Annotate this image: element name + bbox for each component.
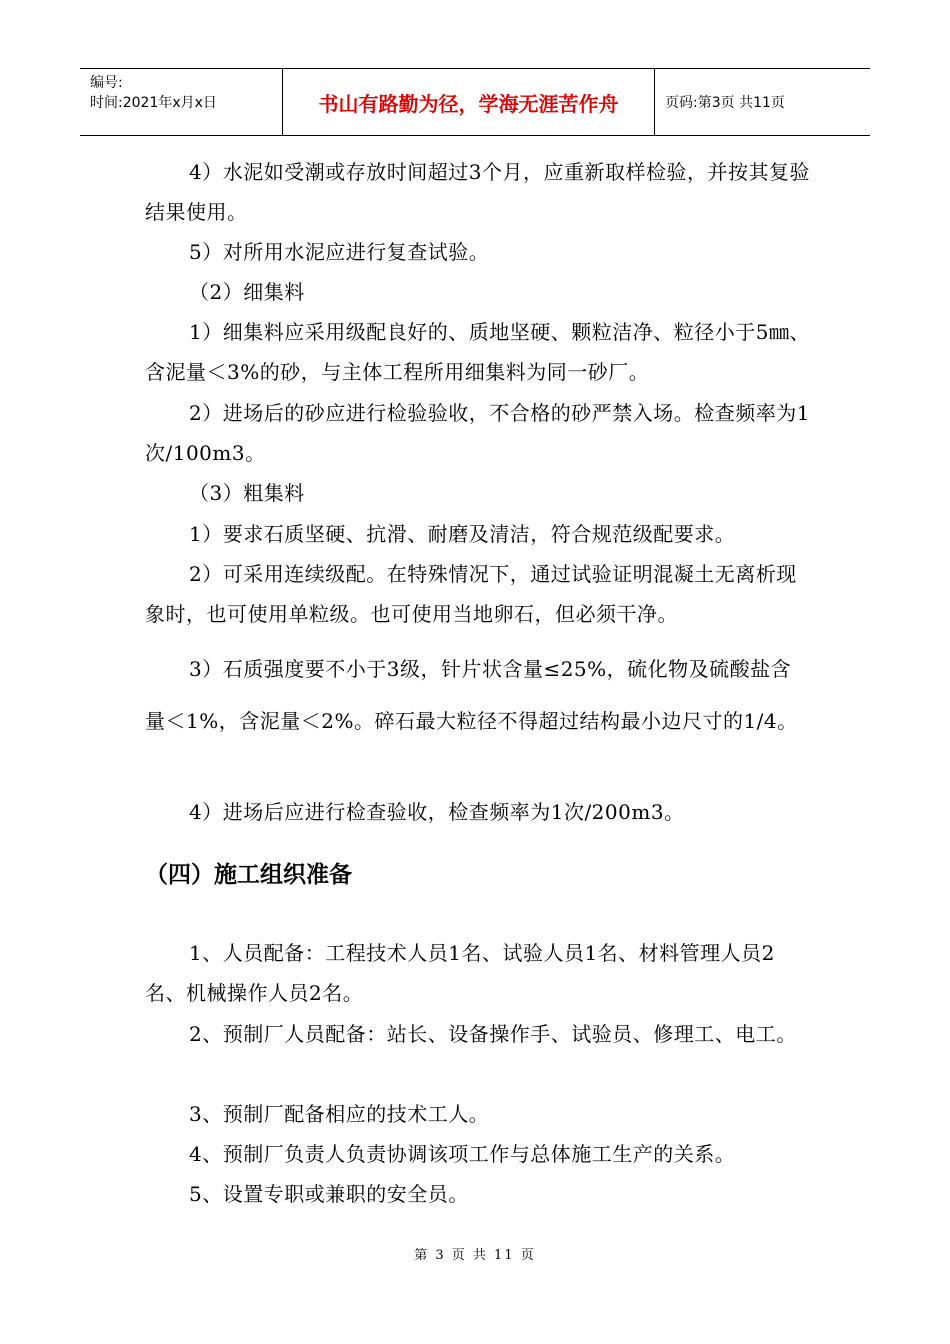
paragraph: 4）水泥如受潮或存放时间超过3个月，应重新取样检验，并按其复验结果使用。 bbox=[145, 160, 810, 224]
motto: 书山有路勤为径，学海无涯苦作舟 bbox=[318, 91, 619, 116]
header-meta bbox=[80, 69, 282, 135]
paragraph: 1）要求石质坚硬、抗滑、耐磨及清洁，符合规范级配要求。 bbox=[189, 522, 736, 546]
time-label: 时间:2021年x月x日 bbox=[90, 95, 217, 111]
paragraph: 1）细集料应采用级配良好的、质地坚硬、颗粒洁净、粒径小于5㎜、含泥量＜3%的砂，与主体工程所用细集料为同一砂厂。 bbox=[145, 320, 810, 384]
subheading: （3）粗集料 bbox=[189, 481, 305, 505]
org-item: 2、预制厂人员配备：站长、设备操作手、试验员、修理工、电工。 bbox=[189, 1022, 797, 1046]
org-item: 4、预制厂负责人负责协调该项工作与总体施工生产的关系。 bbox=[189, 1142, 736, 1166]
paragraph: 2）进场后的砂应进行检验验收，不合格的砂严禁入场。检查频率为1次/100m3。 bbox=[145, 401, 810, 465]
paragraph: 2）可采用连续级配。在特殊情况下，通过试验证明混凝土无离析现象时，也可使用单粒级。也可使用当地卵石，但必须干净。 bbox=[145, 562, 797, 626]
org-item: 5、设置专职或兼职的安全员。 bbox=[189, 1182, 469, 1206]
subheading: （2）细集料 bbox=[189, 280, 305, 304]
page-footer: 第 3 页 共 11 页 bbox=[414, 1248, 536, 1263]
document-header bbox=[80, 68, 870, 136]
paragraph: 3）石质强度要不小于3级，针片状含量≤25%，硫化物及硫酸盐含量＜1%，含泥量＜2%。碎石最大粒径不得超过结构最小边尺寸的1/4。 bbox=[145, 657, 798, 733]
org-item: 3、预制厂配备相应的技术工人。 bbox=[189, 1102, 490, 1126]
number-label: 编号: bbox=[90, 75, 123, 91]
paragraph: 4）进场后应进行检查验收，检查频率为1次/200m3。 bbox=[189, 800, 685, 824]
org-item: 1、人员配备：工程技术人员1名、试验人员1名、材料管理人员2名、机械操作人员2名。 bbox=[145, 941, 775, 1005]
header-motto-cell bbox=[282, 69, 655, 135]
paragraph: 5）对所用水泥应进行复查试验。 bbox=[189, 240, 490, 264]
header-page-info: 页码:第3页 共11页 bbox=[665, 95, 785, 111]
section-heading: （四）施工组织准备 bbox=[145, 862, 352, 888]
